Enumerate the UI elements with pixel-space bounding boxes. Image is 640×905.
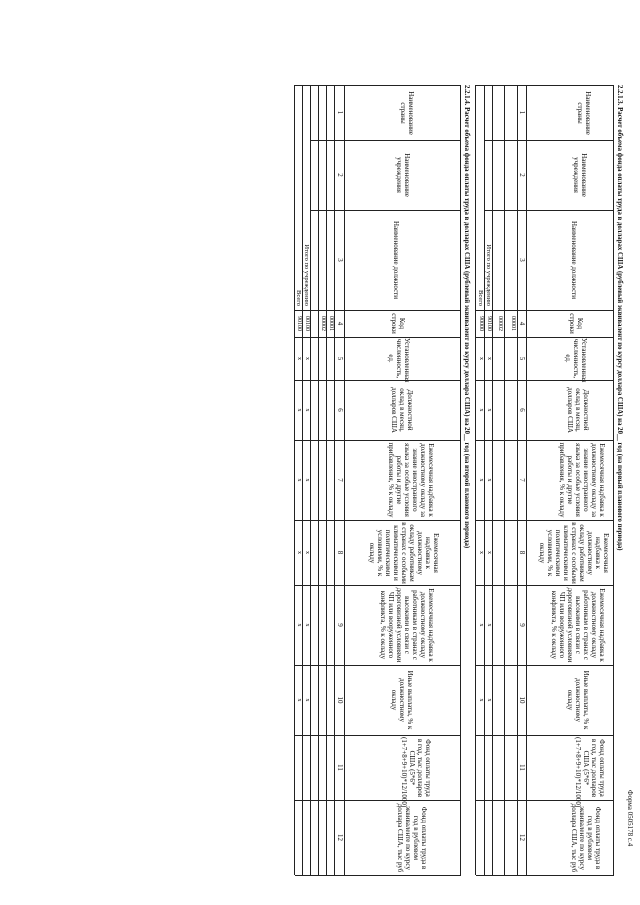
t2-header-country: Наименование страны [399, 91, 415, 135]
t1-x: x [486, 698, 492, 702]
t1-x: x [486, 408, 492, 412]
t1-header-bonus-conflict: Ежемесячная надбавка к должностному окладу работникам в странах с высокими в связи с дороговизной условиями ЧП или вооруженного конфликта, % к окладу [550, 587, 606, 663]
t2-x: x [304, 357, 310, 360]
t2-x: x [296, 357, 302, 360]
t1-col-line [476, 735, 614, 736]
t1-colnum: 3 [518, 258, 526, 262]
t2-header-headcount: Установленная численность, ед. [387, 338, 411, 383]
t1-colnum: 8 [518, 550, 526, 555]
t1-header-bonus-climate: Ежемесячная надбавка к должностному окладу работникам в странах с особыми климатическими и политическими условиями, % к окладу [538, 522, 610, 584]
t2-col-line [295, 585, 461, 586]
t2-col-line [295, 85, 461, 86]
t2-x: x [304, 408, 310, 412]
t2-colnum: 10 [336, 696, 344, 704]
t1-col-line [476, 337, 614, 338]
t1-header-fund-usd: Фонд оплаты труда в год, тыс долларов США (5*6*(1+7+8+9+10)*12/1000) [574, 737, 606, 808]
t1-header-fund-rub: Фонд оплаты труда в год в рублевом эквиваленте по курсу доллара США, тыс руб [570, 803, 602, 873]
t1-col-line [476, 520, 614, 521]
t1-col-line [476, 665, 614, 666]
t1-col-line [476, 380, 614, 381]
t1-x: x [486, 478, 492, 482]
t2-header-code: Код строки [390, 313, 406, 334]
t1-header-position: Наименование должности [570, 221, 578, 299]
t1-x: x [478, 478, 484, 482]
t2-header-other: Иные выплаты, % к должностному окладу [390, 670, 414, 730]
t2-colnum: 9 [336, 623, 344, 627]
t1-colnum: 9 [518, 623, 526, 627]
t1-total: Всего [477, 290, 484, 306]
form-label: Форма 0505178 с.4 [626, 790, 634, 847]
t2-x: x [304, 478, 310, 482]
t2-col-line [295, 735, 461, 736]
t2-x: x [296, 408, 302, 412]
t2-colnum: 3 [336, 258, 344, 262]
t1-colnum: 4 [518, 321, 526, 326]
t1-header-headcount: Установленная численность, ед. [564, 338, 588, 383]
t1-code: 90100 [486, 316, 492, 331]
t1-top-line [613, 85, 614, 875]
t1-colnum: 11 [518, 764, 526, 771]
t2-colnum: 5 [336, 356, 344, 361]
t1-col-line [484, 140, 614, 141]
t1-x: x [478, 551, 484, 554]
t1-header-code: Код строки [568, 313, 584, 334]
t1-header-institution: Наименование учреждения [572, 153, 588, 197]
t2-colnum: 12 [336, 834, 344, 841]
t2-colnum: 11 [336, 764, 344, 771]
t1-bottom [475, 85, 476, 875]
t2-row1-bottom [326, 85, 327, 875]
t1-colnum: 1 [518, 110, 526, 115]
t2-total-institution: Итого по учреждению [303, 244, 310, 306]
t1-x: x [486, 357, 492, 360]
t2-x: x [304, 551, 310, 554]
t1-header-country: Наименование страны [576, 91, 592, 135]
t2-col-line [295, 380, 461, 381]
t1-code: 00001 [510, 316, 516, 331]
t1-col-line [476, 440, 614, 441]
t1-header-bottom [526, 85, 527, 875]
t1-colnum: 6 [518, 408, 526, 412]
t1-row2-bottom [492, 85, 493, 875]
t2-col-line [311, 210, 461, 211]
t2-code: 00002 [320, 316, 326, 331]
t2-total: Всего [295, 290, 302, 306]
t1-x: x [478, 698, 484, 702]
t1-x: x [486, 551, 492, 554]
t1-col-line [476, 585, 614, 586]
t2-header-bonus-conflict: Ежемесячная надбавка к должностному окладу работникам в странах с высокими в связи с дороговизной условиями ЧП или вооруженного конфликта, % к окладу [379, 587, 435, 663]
t2-code: 00001 [328, 316, 334, 331]
t2-bottom [294, 85, 295, 875]
t2-x: x [304, 623, 310, 627]
t2-row3-bottom [310, 85, 311, 875]
t1-col-line [476, 85, 614, 86]
t2-x: x [296, 478, 302, 482]
t2-colnum: 6 [336, 408, 344, 412]
t2-header-position: Наименование должности [392, 221, 400, 299]
t2-header-bottom [344, 85, 345, 875]
t2-colnum: 1 [336, 110, 344, 115]
t2-top-line [460, 85, 461, 875]
t1-col-line [476, 875, 614, 876]
t1-header-salary: Должностной оклад в месяц, долларов США [566, 387, 590, 433]
t2-col-line [295, 337, 461, 338]
t2-colnum: 7 [336, 478, 344, 482]
t2-header-bonus-climate: Ежемесячная надбавка к должностному окладу работникам в странах с особыми климатическими и политическими условиями, % к окладу [368, 522, 440, 584]
t2-code: 90100 [296, 316, 302, 331]
t1-row1-bottom [504, 85, 505, 875]
t1-colnum: 10 [518, 696, 526, 704]
t1-code: 90000 [478, 316, 484, 331]
t1-colnum: 7 [518, 478, 526, 482]
t1-col-line [484, 210, 614, 211]
t1-x: x [478, 623, 484, 627]
t2-x: x [296, 551, 302, 554]
t1-colnum: 2 [518, 173, 526, 177]
t1-row3-bottom [484, 85, 485, 875]
t2-row4-bottom [302, 85, 303, 875]
t2-col-line [295, 665, 461, 666]
t2-colnum: 4 [336, 321, 344, 326]
t2-header-fund-usd: Фонд оплаты труда в год, тыс долларов США (5*6*(1+7+8+9+10)*12/1000) [400, 737, 432, 808]
t2-colnum: 8 [336, 550, 344, 555]
t2-header-institution: Наименование учреждения [395, 153, 411, 197]
t1-header-other: Иные выплаты, % к должностному окладу [566, 670, 590, 730]
t2-col-line [311, 140, 461, 141]
t2-x: x [296, 698, 302, 702]
t2-col-line [295, 440, 461, 441]
t2-code: 00100 [304, 316, 310, 331]
table1-title: 2.2.1.3. Расчет объема фонда оплаты труда в долларах США (рублевый эквивалент по курсу доллара США) на 20__ год (на первый планового периода) [616, 85, 623, 551]
t1-code: 00002 [497, 316, 503, 331]
t1-colnum: 12 [518, 834, 526, 841]
t2-col-line [295, 520, 461, 521]
t1-header-bonus-lang: Ежемесячная надбавка к должностному окладу за знание иностранного языка за особые условия работы и другие прибавления, % к окладу [558, 442, 606, 518]
t2-colnum: 2 [336, 173, 344, 177]
t1-total-institution: Итого по учреждению [485, 244, 492, 306]
t2-row2-bottom [318, 85, 319, 875]
table2-title: 2.2.1.4. Расчет объема фонда оплаты труда в долларах США (рублевый эквивалент по курсу доллара США) на 20__ год (на второй планового периода) [463, 85, 470, 549]
t2-numbers-bottom [334, 85, 335, 875]
t2-col-line [295, 875, 461, 876]
t2-header-bonus-lang: Ежемесячная надбавка к должностному окладу за знание иностранного языка за особые условия работы и другие прибавления, % к окладу [387, 442, 435, 518]
t1-colnum: 5 [518, 356, 526, 361]
t1-x: x [478, 408, 484, 412]
t2-header-salary: Должностной оклад в месяц, долларов США [390, 387, 414, 433]
t1-x: x [486, 623, 492, 627]
t2-col-line [295, 800, 461, 801]
t2-header-fund-rub: Фонд оплаты труда в год в рублевом эквиваленте по курсу доллара США, тыс руб [396, 803, 428, 873]
t2-x: x [296, 623, 302, 627]
t2-x: x [304, 698, 310, 702]
t1-x: x [478, 357, 484, 360]
t1-col-line [476, 800, 614, 801]
